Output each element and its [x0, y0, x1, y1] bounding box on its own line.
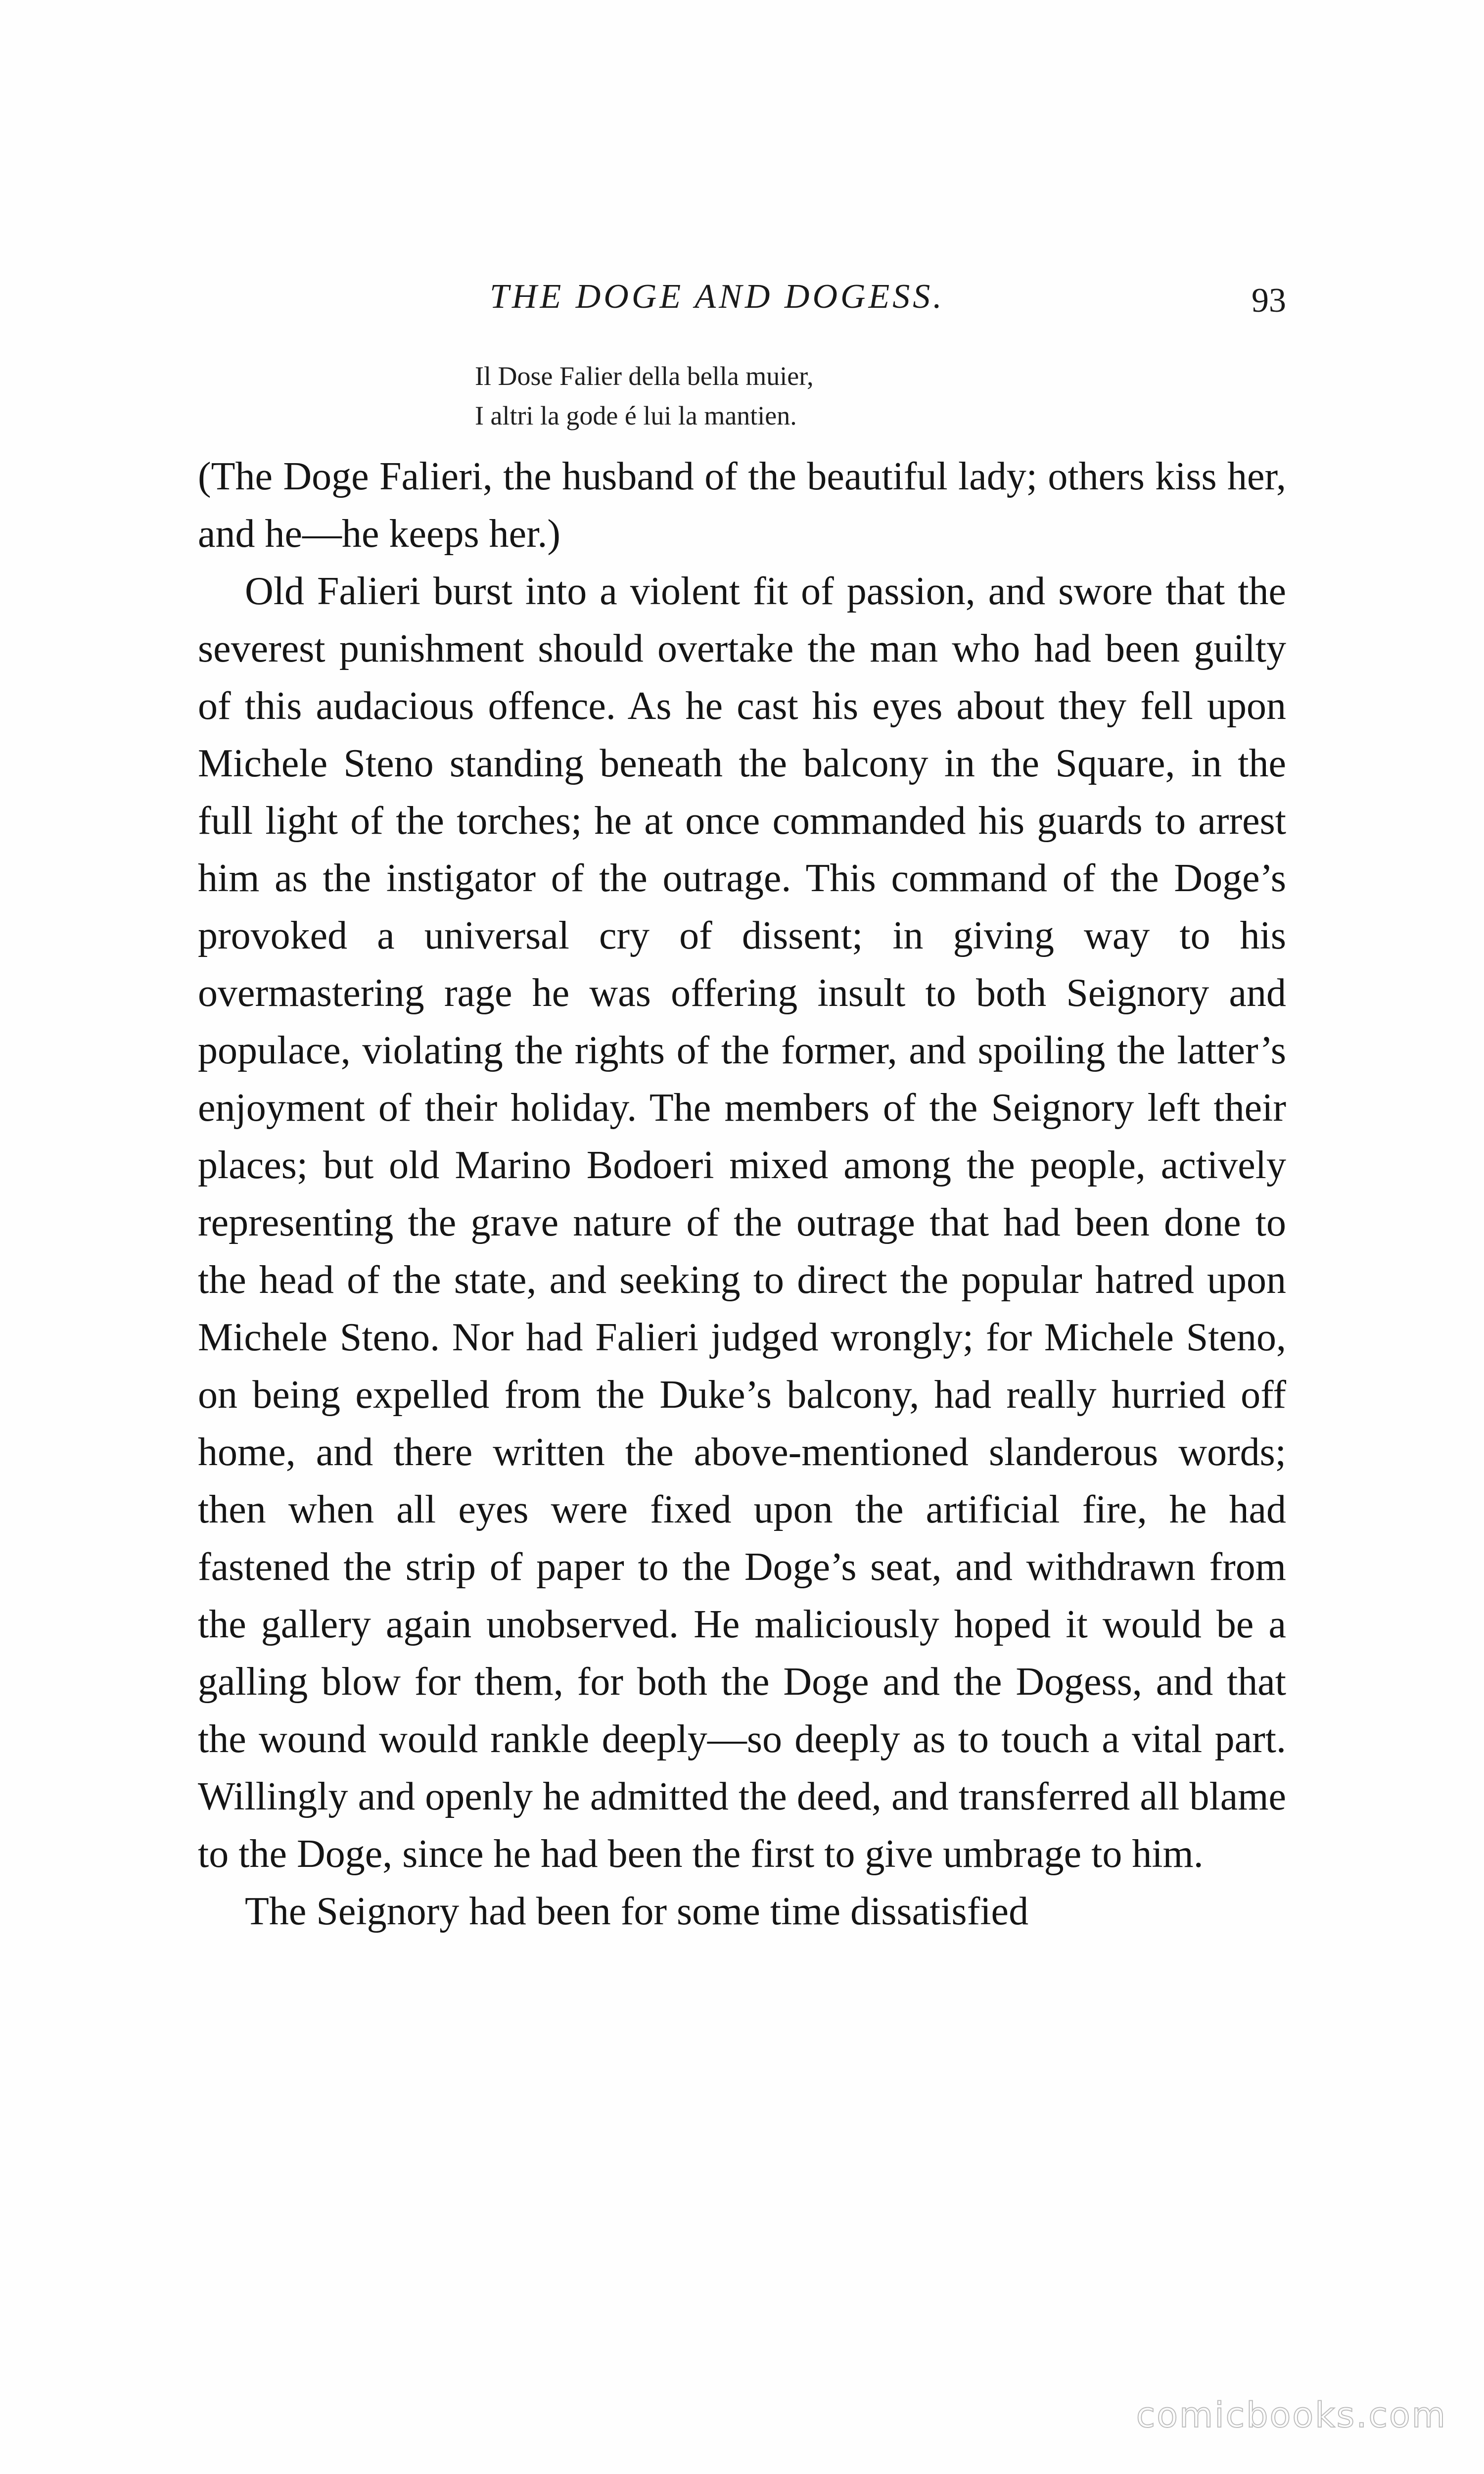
epigraph-line: I altri la gode é lui la mantien. — [475, 401, 797, 430]
running-title: THE DOGE AND DOGESS. — [490, 278, 945, 316]
epigraph-line: Il Dose Falier della bella muier, — [475, 361, 814, 391]
watermark-logo: comicbooks.com — [1136, 2395, 1447, 2435]
body-text — [198, 448, 1286, 1940]
page-number: 93 — [1252, 282, 1286, 320]
paragraph-translation: (The Doge Falieri, the husband of the beautiful lady; others kiss her, and he—he keeps her.) — [198, 455, 1286, 556]
running-header — [198, 277, 1286, 322]
paragraph-main: Old Falieri burst into a violent fit of passion, and swore that the severest punishment should overtake the man who had been guilty of this audacious offence. As he cast his eyes about they fell upon Michele Steno standing beneath the balcony in the Square, in the full light of the torches; he at once commanded his guards to arrest him as the instigator of the outrage. This command of the Doge’s provoked a universal cry of dissent; in giving way to his overmastering rage he was offering insult to both Seignory and populace, violating the rights of the former, and spoiling the latter’s enjoyment of their holiday. The members of the Seignory left their places; but old Marino Bodoeri mixed among the people, actively representing the grave nature of the outrage that had been done to the head of the state, and seeking to direct the popular hatred upon Michele Steno. Nor had Falieri judged wrongly; for Michele Steno, on being expelled from the Duke’s balcony, had really hurried off home, and there written the above-mentioned slanderous words; then when all eyes were fixed upon the artificial fire, he had fastened the strip of paper to the Doge’s seat, and withdrawn from the gallery again unobserved. He maliciously hoped it would be a galling blow for them, for both the Doge and the Dogess, and that the wound would rankle deeply—so deeply as to touch a vital part. Willingly and openly he admitted the deed, and transferred all blame to the Doge, since he had been the first to give umbrage to him. — [198, 570, 1286, 1876]
epigraph — [475, 356, 1068, 435]
paragraph-continuation: The Seignory had been for some time dissatisfied — [245, 1890, 1029, 1933]
